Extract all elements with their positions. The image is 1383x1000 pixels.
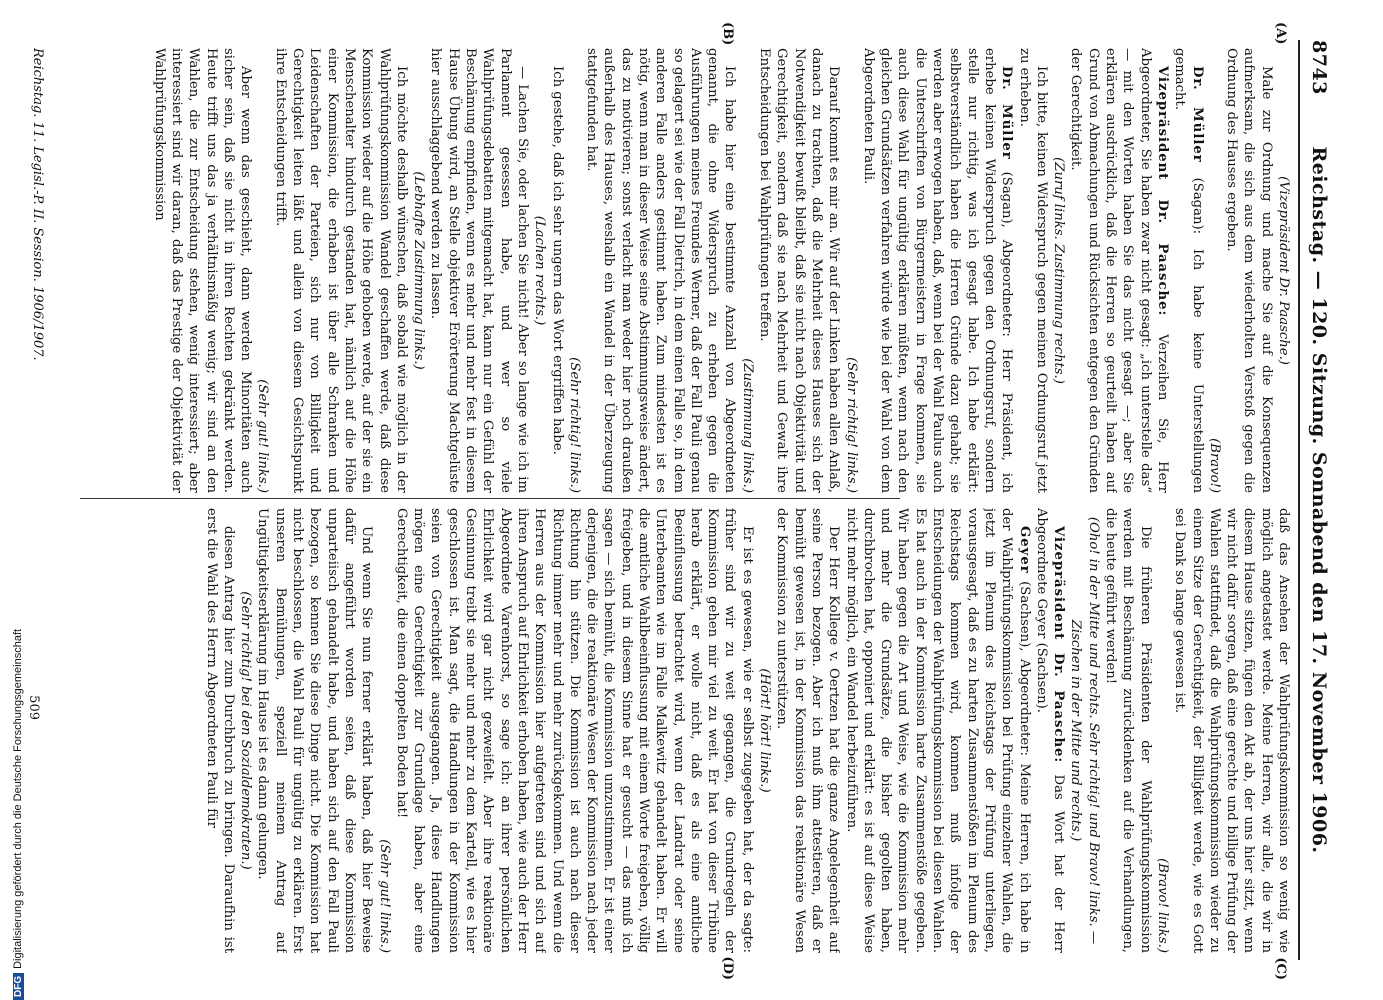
paragraph-text: (Oho! in der Mitte und rechts. Sehr richtig! und Bravo! links. — Zischen in der Mitte und rechts.) [1068,516,1101,945]
paragraph [1067,48,1171,493]
stage-direction [1067,508,1102,953]
right-column [72,508,1292,953]
stage-direction [375,508,392,953]
paragraph-text: — Lachen Sie, oder lachen Sie nicht! Aber so lange wie ich im Parlament gesessen habe, und wer so viele Wahlprüfungsdebatten mitgemacht hat, kann nur ein Gefühl der Beschämung empfinden, wenn es mehr und mehr fest in diesem Hause Übung wird, an Stelle objektiver Erörterung Machtgelüste hier ausschlaggebend werden zu lassen. [428,48,530,493]
paragraph [150,48,254,493]
paragraph-text: Und wenn Sie nun ferner erklärt haben, daß hier Beweise dafür angeführt worden seien, daß diese Kommission unparteiisch gehandelt habe, und haben sich auf den Fall Pauli bezogen, so kennen Sie diese Dinge nicht. Die Kommission hat nicht beschlossen, die Wahl Pauli für ungültig zu erklären. Erst unseren Bemühungen, speziell meinem Antrag auf Ungültigkeitserklärung im Hause ist es dann gelungen. [255,508,375,953]
scanned-page [0,20,1340,980]
paragraph-text: (Sachsen), Abgeordneter: Meine Herren, ich habe in der Wahlprüfungskommission bei Prüfung einzelner Wahlen, die jetzt im Plenum des Reichstags der Prüfung unterliegen, vorausgesagt, daß es zu harten Zusammenstößen im Plenum des Reichstags kommen wird, kommen muß infolge der Entscheidungen der Wahlprüfungskommission bei diesen Wahlen. Es hat auch in der Kommission harte Zusammenstöße gegeben. Wir haben gegen die Art und Weise, wie die Kommission mehr und mehr die Grundsätze, die bisher gegolten haben, durchbrochen hat, opponiert und erklärt: es ist auf diese Weise nicht mehr möglich, ein Wandel herbeizuführen. [843,508,1032,953]
paragraph [427,48,531,493]
paragraph-text: Ich möchte deshalb wünschen, daß sobald wie möglich in der Wahlprüfungskommission Wandel geschaffen werde, daß diese Kommission wieder auf die Höhe gehoben werde, auf der sie ein Menschenalter hindurch gestanden hat, nämlich auf die Höhe einer Kommission, die erhaben ist über alle Schranken und Leidenschaften der Parteien, sich nur von Billigkeit und Gerechtigkeit leiten läßt und allein von diesem Gesichtspunkt ihre Entscheidungen trifft. [272,48,409,493]
paragraph-text: daß das Ansehen der Wahlprüfungskommission so wenig wie möglich angetastet werde. Meine Herren, wir alle, die wir in diesem Hause sitzen, fügen den Akt ab, der uns hier sitzt, wenn wir nicht dafür sorgen, daß eine gerechte und billige Prüfung der Wahlen stattfindet, daß die Wahlprüfungskommission wieder zu einem Sitze der Gerechtigkeit, der Billigkeit werde, wie es Gott sei Dank so lange gewesen ist. [1172,508,1291,953]
speaker-name: Vizepräsident Dr. Paasche: [1154,66,1170,317]
paragraph [393,508,756,953]
left-column [72,48,1292,493]
column-divider [80,498,900,499]
paragraph-text: (Zuruf links. Zustimmung rechts.) [1051,157,1067,384]
footer-session-info: Reichstag. 11. Legisl.-P. II. Session. 1906/1907. [30,48,45,361]
stage-direction [1206,48,1223,493]
header-rule [1298,40,1300,960]
dfg-logo-icon: DFG [13,973,24,1000]
paragraph-text: (Sagan): Ich habe keine Unterstellungen gemacht. [1172,48,1205,493]
margin-marker-c: (C) [1273,957,1288,980]
paragraph-text: Aber wenn das geschieht, dann werden Minoritäten auch sicher sein, daß sie nicht in ihren Rechten gekränkt werden. Heute trifft uns das ja verhältnismäßig wenig; wir sind an den Wahlen, die zur Entscheidung stehen, wenig interessiert; aber interessiert sind wir daran, daß das Prestige der Objektivität der Wahlprüfungskommission [151,48,254,493]
paragraph-text: (Vizepräsident Dr. Paasche.) [1276,176,1291,365]
stage-direction [410,48,427,493]
stage-direction [566,48,583,493]
stage-direction [254,48,271,493]
paragraph-text: Verzeihen Sie, Herr Abgeordneter, Sie haben zwar nicht gesagt: „ich unterstelle das“ — mit den Worten haben Sie das nicht gesagt —; aber Sie erklären ausdrücklich, daß die Herren so geurteilt haben auf Grund von Abmachungen und Rücksichten entgegen den Gründen der Gerechtigkeit. [1068,48,1170,493]
margin-marker-a: (A) [1273,22,1288,45]
paragraph-text: Ich habe hier eine bestimmte Anzahl von Abgeordneten genannt, die ohne Widerspruch zu erheben gegen die Ausführungen meines Freundes Werner, daß der Fall Pauli genau so gelagert sei wie der Fall Dietrich, in dem einen Falle so, in dem anderen Falle anders gestimmt haben. Zum mindesten ist es nötig, wenn man in dieser Weise seine Abstimmungsweise ändert, das zu motivieren; sonst verlacht man weder hier noch draußen außerhalb des Hauses, weshalb ein Wandel in der Überzeugung stattgefunden hat. [584,48,738,493]
margin-marker-b: (B) [720,22,735,46]
paragraph-text: Das Wort hat der Herr Abgeordnete Geyer (Sachsen). [1033,508,1067,953]
paragraph [773,508,842,953]
paragraph-text: (Lachen rechts.) [532,215,548,326]
stage-direction [1275,48,1292,493]
stage-direction [237,508,254,953]
digitization-credit [12,629,24,1000]
stage-direction [842,48,859,493]
page-number-header: 8743 [1308,40,1330,95]
paragraph-text: (Zustimmung links.) [739,358,755,493]
stage-direction [531,48,548,493]
paragraph [202,508,237,953]
paragraph-text: Darauf kommt es mir an. Wir auf der Linken haben allen Anlaß, danach zu trachten, daß die Mehrheit dieses Hauses sich der Notwendigkeit bewußt bleibt, daß sie nicht nach Objektivität und Gerechtigkeit, sondern daß sie nach Mehrheit und Gewalt ihre Entscheidungen bei Wahlprüfungen treffen. [757,48,842,493]
paragraph-text: Ich bitte, keinen Widerspruch gegen meinen Ordnungsruf jetzt zu erheben. [1016,48,1049,493]
paragraph [1171,48,1206,493]
paragraph [842,508,1032,953]
margin-marker-d: (D) [720,956,735,980]
page-title: Reichstag. — 120. Sitzung. Sonnabend den 17. November 1906. [1308,146,1330,854]
paragraph [1223,48,1275,493]
paragraph-text: (Lebhafte Zustimmung links.) [411,171,427,370]
paragraph-text: (Sehr gut! links.) [255,379,271,493]
paragraph-text: (Sehr richtig! links.) [566,357,582,493]
paragraph [548,48,565,493]
paragraph-text: Er ist es gewesen, wie er selbst zugegeben hat, der da sagte: früher sind wir zu weit gegangen, die Grundregeln der Kommission gehen mir viel zu weit. Er hat von dieser Tribüne herab erklärt, er wolle nicht, daß es als eine amtliche Beeinflussung betrachtet wird, wenn der Landrat oder seine Unterbeamten wie im Falle Malkewitz gehandelt haben. Er will die amtliche Wahlbeeinflussung mit einem Worte freigeben, völlig freigeben, und in diesem Sinne hat er gesucht — das muß ich sagen — sich bemüht, die Kommission umzustimmen. Er ist einer derjenigen, die die reaktionäre Wesen der Kommission nach jeder Richtung hin stützen. Die Kommission ist auch nach dieser Richtung immer mehr und mehr zurückgekommen. Und wenn die Herren aus der Kommission hier aufgetreten sind und sich auf ihren Anspruch auf Ehrlichkeit erhoben haben, wie auch der Herr Abgeordnete Varenhorst, so sage ich: an ihrer persönlichen Ehrlichkeit wird gar nicht gezweifelt. Aber ihre reaktionäre Gesinnung treibt sie mehr und mehr zu dem Kartell, wie es hier geschlossen ist. Man sagt, die Handlungen in der Kommission seien von Gerechtigkeit ausgegangen. Ja, diese Handlungen mögen eine Gerechtigkeit zur Grundlage haben, aber eine Gerechtigkeit, die einen doppelten Boden hat! [393,508,755,953]
paragraph [583,48,739,493]
paragraph-text: (Sagan), Abgeordneter: Herr Präsident, ich erhebe keinen Widerspruch gegen den Ordnungsruf, sondern stelle nur richtig, was ich gesagt habe. Ich habe erklärt: selbstverständlich haben die Herren Gründe dazu gehabt; sie werden aber erwogen haben, daß, wenn bei der Wahl Paulus auch die Unterschriften von Bürgermeistern in Frage kommen, sie auch diese Wahl für ungültig erklären müßten, wenn nach den gleichen Grundsätzen verfahren würde wie bei der Wahl von dem Abgeordneten Pauli. [860,48,1015,493]
paragraph-text: (Sehr gut! links.) [376,839,392,953]
stage-direction [756,508,773,953]
paragraph-text: (Bravo!) [1206,438,1222,493]
paragraph-text: diesen Antrag hier zum Durchbruch zu bringen. Daraufhin ist erst die Wahl des Herrn Abgeordneten Pauli für [203,508,236,953]
paragraph-text: (Hört! hört! links.) [757,668,773,793]
credit-text: Digitalisierung gefördert durch die Deutsche Forschungsgemeinschaft [12,628,24,969]
paragraph [254,508,375,953]
paragraph-text: (Sehr richtig! bei den Sozialdemokraten.) [238,591,254,870]
speaker-name: Dr. Müller [999,66,1015,160]
stage-direction [1154,508,1171,953]
speaker-name: Dr. Müller [1189,66,1205,163]
paragraph-text: Die früheren Präsidenten der Wahlprüfungskommission werden mit Beschämung zurückdenken auf die Verhandlungen, die heute geführt werden! [1103,508,1153,953]
stage-direction [739,48,756,493]
paragraph-text: (Sehr richtig! links.) [843,357,859,493]
speaker-name: Vizepräsident Dr. Paasche: [1051,526,1067,764]
speaker-name: Geyer [1016,526,1032,574]
paragraph-text: Der Herr Kollege v. Oertzen hat die ganze Angelegenheit auf seine Person bezogen. Aber ich muß ihm attestieren, daß er bemüht gewesen ist, in der Kommission das reaktionäre Wesen der Kommission zu unterstützen. [774,508,842,953]
page-header [1300,40,1330,960]
paragraph [1033,508,1068,953]
stage-direction [1050,48,1067,493]
paragraph-text: Male zur Ordnung und mache Sie auf die Konsequenzen aufmerksam, die sich aus dem wiederholten Verstoß gegen die Ordnung des Hauses ergeben. [1224,48,1274,493]
paragraph-text: (Bravo! links.) [1154,858,1170,953]
paragraph-text: Ich gestehe, daß ich sehr ungern das Wort ergriffen habe. [549,66,565,455]
paragraph [1171,508,1292,953]
paragraph [756,48,842,493]
paragraph [860,48,1016,493]
footer-page-number: 509 [26,695,41,720]
paragraph [1102,508,1154,953]
paragraph [1015,48,1050,493]
paragraph [271,48,409,493]
